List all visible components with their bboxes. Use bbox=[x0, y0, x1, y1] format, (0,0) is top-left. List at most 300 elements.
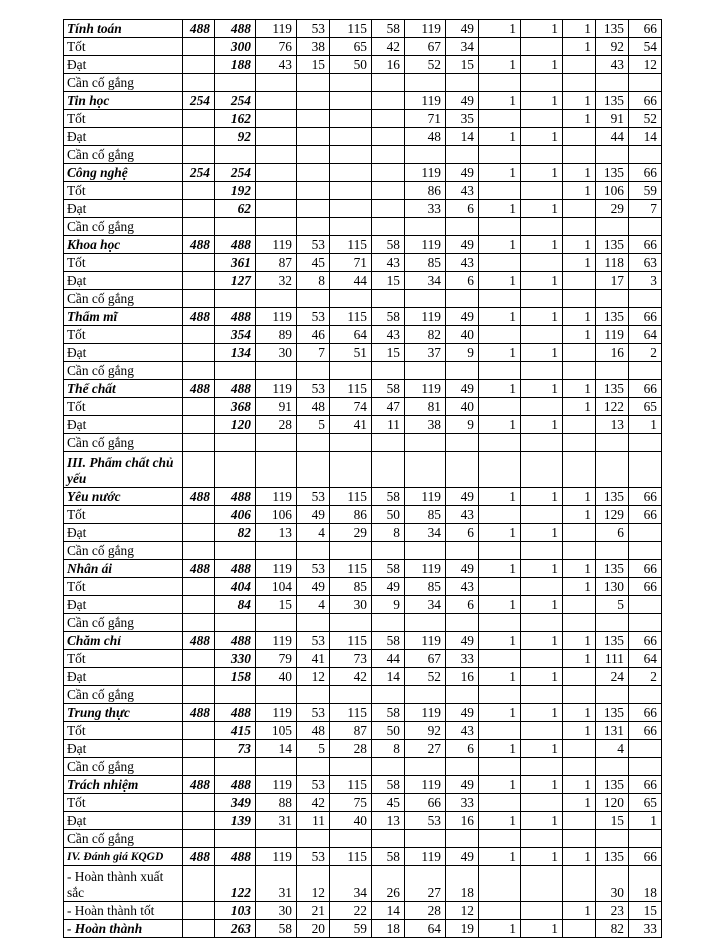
value-cell: 40 bbox=[446, 398, 479, 416]
value-cell: 66 bbox=[629, 92, 662, 110]
value-cell bbox=[215, 146, 256, 164]
value-cell: 64 bbox=[330, 326, 372, 344]
value-cell: 119 bbox=[256, 20, 297, 38]
value-cell bbox=[405, 830, 446, 848]
table-row bbox=[64, 146, 662, 164]
value-cell bbox=[215, 542, 256, 560]
table-row bbox=[64, 434, 662, 452]
value-cell bbox=[183, 110, 215, 128]
value-cell bbox=[446, 74, 479, 92]
value-cell bbox=[563, 614, 596, 632]
value-cell bbox=[563, 740, 596, 758]
value-cell: 92 bbox=[596, 38, 629, 56]
value-cell bbox=[183, 434, 215, 452]
value-cell bbox=[183, 362, 215, 380]
value-cell: 35 bbox=[446, 110, 479, 128]
value-cell bbox=[330, 614, 372, 632]
value-cell: 16 bbox=[446, 668, 479, 686]
value-cell: 488 bbox=[215, 848, 256, 866]
value-cell: 1 bbox=[563, 398, 596, 416]
table-row bbox=[64, 92, 662, 110]
table-row bbox=[64, 488, 662, 506]
value-cell: 66 bbox=[405, 794, 446, 812]
value-cell: 354 bbox=[215, 326, 256, 344]
row-label-cell: - Hoàn thành bbox=[64, 920, 183, 938]
value-cell bbox=[563, 416, 596, 434]
value-cell: 31 bbox=[256, 866, 297, 902]
row-label-cell: Tốt bbox=[64, 110, 183, 128]
value-cell: 1 bbox=[521, 524, 563, 542]
value-cell bbox=[215, 830, 256, 848]
value-cell bbox=[183, 668, 215, 686]
value-cell bbox=[479, 866, 521, 902]
value-cell: 45 bbox=[297, 254, 330, 272]
value-cell bbox=[330, 686, 372, 704]
value-cell: 13 bbox=[256, 524, 297, 542]
value-cell: 53 bbox=[297, 560, 330, 578]
value-cell bbox=[521, 326, 563, 344]
value-cell: 119 bbox=[405, 632, 446, 650]
value-cell: 43 bbox=[446, 578, 479, 596]
table-row bbox=[64, 578, 662, 596]
value-cell: 119 bbox=[256, 560, 297, 578]
value-cell: 119 bbox=[256, 308, 297, 326]
value-cell: 4 bbox=[297, 596, 330, 614]
value-cell bbox=[372, 110, 405, 128]
value-cell: 1 bbox=[479, 56, 521, 74]
value-cell: 368 bbox=[215, 398, 256, 416]
table-row bbox=[64, 290, 662, 308]
table-row bbox=[64, 182, 662, 200]
value-cell: 58 bbox=[372, 776, 405, 794]
value-cell: 27 bbox=[405, 740, 446, 758]
table-row bbox=[64, 326, 662, 344]
value-cell: 41 bbox=[330, 416, 372, 434]
value-cell bbox=[629, 434, 662, 452]
value-cell: 58 bbox=[372, 236, 405, 254]
value-cell: 91 bbox=[596, 110, 629, 128]
row-label-cell: Đạt bbox=[64, 272, 183, 290]
value-cell bbox=[629, 146, 662, 164]
value-cell bbox=[521, 542, 563, 560]
value-cell: 43 bbox=[596, 56, 629, 74]
value-cell bbox=[479, 254, 521, 272]
row-label-cell: Thẩm mĩ bbox=[64, 308, 183, 326]
value-cell bbox=[405, 758, 446, 776]
value-cell: 139 bbox=[215, 812, 256, 830]
value-cell: 49 bbox=[297, 578, 330, 596]
value-cell: 15 bbox=[629, 902, 662, 920]
value-cell bbox=[563, 362, 596, 380]
value-cell: 52 bbox=[629, 110, 662, 128]
value-cell: 38 bbox=[297, 38, 330, 56]
value-cell bbox=[479, 722, 521, 740]
value-cell: 71 bbox=[405, 110, 446, 128]
value-cell: 135 bbox=[596, 164, 629, 182]
value-cell: 14 bbox=[372, 668, 405, 686]
value-cell bbox=[256, 614, 297, 632]
value-cell: 18 bbox=[629, 866, 662, 902]
value-cell bbox=[405, 452, 446, 488]
value-cell: 8 bbox=[372, 740, 405, 758]
value-cell: 79 bbox=[256, 650, 297, 668]
value-cell: 1 bbox=[521, 560, 563, 578]
value-cell: 82 bbox=[405, 326, 446, 344]
value-cell: 2 bbox=[629, 668, 662, 686]
value-cell bbox=[183, 200, 215, 218]
value-cell bbox=[596, 146, 629, 164]
value-cell: 119 bbox=[405, 236, 446, 254]
value-cell: 22 bbox=[330, 902, 372, 920]
value-cell bbox=[297, 146, 330, 164]
value-cell: 1 bbox=[563, 380, 596, 398]
value-cell bbox=[256, 290, 297, 308]
value-cell: 1 bbox=[521, 20, 563, 38]
value-cell: 49 bbox=[446, 20, 479, 38]
value-cell: 135 bbox=[596, 560, 629, 578]
value-cell bbox=[297, 434, 330, 452]
value-cell: 361 bbox=[215, 254, 256, 272]
table-row bbox=[64, 596, 662, 614]
value-cell: 1 bbox=[479, 812, 521, 830]
row-label-cell: Đạt bbox=[64, 200, 183, 218]
value-cell: 34 bbox=[446, 38, 479, 56]
value-cell bbox=[183, 272, 215, 290]
value-cell bbox=[521, 74, 563, 92]
value-cell: 53 bbox=[297, 704, 330, 722]
value-cell: 162 bbox=[215, 110, 256, 128]
value-cell: 92 bbox=[215, 128, 256, 146]
value-cell: 1 bbox=[521, 56, 563, 74]
value-cell: 66 bbox=[629, 632, 662, 650]
value-cell: 14 bbox=[256, 740, 297, 758]
value-cell bbox=[521, 290, 563, 308]
value-cell: 404 bbox=[215, 578, 256, 596]
value-cell bbox=[479, 290, 521, 308]
value-cell: 135 bbox=[596, 92, 629, 110]
value-cell: 13 bbox=[372, 812, 405, 830]
row-label-cell: Đạt bbox=[64, 596, 183, 614]
table-row bbox=[64, 74, 662, 92]
value-cell: 43 bbox=[446, 254, 479, 272]
value-cell bbox=[479, 542, 521, 560]
value-cell: 37 bbox=[405, 344, 446, 362]
value-cell bbox=[372, 218, 405, 236]
value-cell bbox=[479, 758, 521, 776]
value-cell bbox=[330, 362, 372, 380]
value-cell: 5 bbox=[596, 596, 629, 614]
value-cell: 119 bbox=[596, 326, 629, 344]
value-cell: 1 bbox=[563, 650, 596, 668]
value-cell: 119 bbox=[405, 560, 446, 578]
table-row bbox=[64, 128, 662, 146]
value-cell: 488 bbox=[215, 308, 256, 326]
value-cell bbox=[596, 830, 629, 848]
value-cell bbox=[479, 578, 521, 596]
value-cell bbox=[372, 200, 405, 218]
value-cell: 488 bbox=[215, 632, 256, 650]
value-cell: 1 bbox=[479, 776, 521, 794]
value-cell bbox=[256, 128, 297, 146]
value-cell: 135 bbox=[596, 488, 629, 506]
value-cell bbox=[563, 866, 596, 902]
value-cell: 1 bbox=[563, 308, 596, 326]
table-row bbox=[64, 830, 662, 848]
row-label-cell: IV. Đánh giá KQGD bbox=[64, 848, 183, 866]
value-cell bbox=[446, 452, 479, 488]
value-cell bbox=[256, 758, 297, 776]
value-cell: 33 bbox=[405, 200, 446, 218]
value-cell: 254 bbox=[183, 92, 215, 110]
value-cell bbox=[479, 686, 521, 704]
value-cell: 58 bbox=[372, 488, 405, 506]
table-row bbox=[64, 740, 662, 758]
value-cell: 87 bbox=[256, 254, 297, 272]
value-cell: 38 bbox=[405, 416, 446, 434]
value-cell bbox=[330, 182, 372, 200]
value-cell bbox=[563, 272, 596, 290]
value-cell bbox=[183, 650, 215, 668]
value-cell: 53 bbox=[297, 488, 330, 506]
value-cell: 19 bbox=[446, 920, 479, 938]
value-cell: 130 bbox=[596, 578, 629, 596]
value-cell bbox=[629, 362, 662, 380]
value-cell bbox=[629, 290, 662, 308]
value-cell bbox=[256, 74, 297, 92]
row-label-cell: Tốt bbox=[64, 578, 183, 596]
value-cell bbox=[183, 722, 215, 740]
value-cell bbox=[215, 434, 256, 452]
value-cell: 488 bbox=[183, 560, 215, 578]
value-cell bbox=[563, 812, 596, 830]
statistics-table bbox=[63, 19, 662, 938]
value-cell: 87 bbox=[330, 722, 372, 740]
value-cell: 4 bbox=[596, 740, 629, 758]
value-cell bbox=[215, 362, 256, 380]
value-cell bbox=[563, 434, 596, 452]
value-cell bbox=[446, 290, 479, 308]
value-cell: 34 bbox=[330, 866, 372, 902]
value-cell: 6 bbox=[446, 272, 479, 290]
value-cell bbox=[563, 200, 596, 218]
value-cell bbox=[372, 434, 405, 452]
value-cell: 66 bbox=[629, 380, 662, 398]
row-label-cell: Đạt bbox=[64, 56, 183, 74]
value-cell bbox=[372, 74, 405, 92]
value-cell bbox=[563, 128, 596, 146]
value-cell: 66 bbox=[629, 578, 662, 596]
value-cell: 1 bbox=[479, 236, 521, 254]
row-label-cell: Trung thực bbox=[64, 704, 183, 722]
value-cell bbox=[405, 686, 446, 704]
value-cell: 49 bbox=[446, 776, 479, 794]
table-row bbox=[64, 704, 662, 722]
value-cell: 43 bbox=[256, 56, 297, 74]
window-edge-top bbox=[0, 0, 723, 8]
table-row bbox=[64, 686, 662, 704]
table-row bbox=[64, 308, 662, 326]
table-row bbox=[64, 344, 662, 362]
value-cell bbox=[215, 74, 256, 92]
value-cell bbox=[256, 146, 297, 164]
table-row bbox=[64, 362, 662, 380]
value-cell: 16 bbox=[596, 344, 629, 362]
value-cell bbox=[563, 74, 596, 92]
value-cell: 58 bbox=[372, 380, 405, 398]
value-cell bbox=[446, 758, 479, 776]
value-cell: 127 bbox=[215, 272, 256, 290]
value-cell bbox=[330, 110, 372, 128]
value-cell: 49 bbox=[446, 92, 479, 110]
value-cell bbox=[330, 164, 372, 182]
value-cell bbox=[372, 92, 405, 110]
value-cell: 53 bbox=[405, 812, 446, 830]
value-cell: 65 bbox=[629, 794, 662, 812]
value-cell: 71 bbox=[330, 254, 372, 272]
value-cell: 33 bbox=[629, 920, 662, 938]
value-cell bbox=[256, 182, 297, 200]
value-cell bbox=[629, 74, 662, 92]
value-cell bbox=[596, 74, 629, 92]
value-cell: 1 bbox=[521, 812, 563, 830]
value-cell bbox=[256, 362, 297, 380]
value-cell: 75 bbox=[330, 794, 372, 812]
value-cell: 1 bbox=[563, 326, 596, 344]
table-row bbox=[64, 416, 662, 434]
value-cell bbox=[479, 506, 521, 524]
value-cell: 1 bbox=[479, 596, 521, 614]
table-row bbox=[64, 920, 662, 938]
value-cell: 115 bbox=[330, 776, 372, 794]
value-cell bbox=[596, 758, 629, 776]
value-cell bbox=[183, 866, 215, 902]
value-cell: 31 bbox=[256, 812, 297, 830]
value-cell: 34 bbox=[405, 272, 446, 290]
value-cell bbox=[183, 812, 215, 830]
value-cell bbox=[183, 128, 215, 146]
value-cell: 52 bbox=[405, 56, 446, 74]
value-cell bbox=[256, 110, 297, 128]
value-cell bbox=[405, 74, 446, 92]
value-cell: 64 bbox=[629, 326, 662, 344]
value-cell: 91 bbox=[256, 398, 297, 416]
value-cell bbox=[330, 452, 372, 488]
value-cell bbox=[183, 254, 215, 272]
value-cell bbox=[479, 398, 521, 416]
value-cell bbox=[297, 452, 330, 488]
value-cell: 53 bbox=[297, 20, 330, 38]
row-label-cell: Tốt bbox=[64, 398, 183, 416]
value-cell: 76 bbox=[256, 38, 297, 56]
value-cell: 30 bbox=[330, 596, 372, 614]
value-cell: 66 bbox=[629, 308, 662, 326]
value-cell: 29 bbox=[330, 524, 372, 542]
value-cell: 119 bbox=[405, 308, 446, 326]
value-cell: 42 bbox=[372, 38, 405, 56]
row-label-cell: Cần cố gắng bbox=[64, 74, 183, 92]
value-cell bbox=[596, 434, 629, 452]
value-cell bbox=[183, 596, 215, 614]
value-cell bbox=[563, 686, 596, 704]
value-cell bbox=[330, 92, 372, 110]
value-cell: 85 bbox=[405, 578, 446, 596]
value-cell: 115 bbox=[330, 20, 372, 38]
row-label-cell: Tốt bbox=[64, 326, 183, 344]
value-cell: 74 bbox=[330, 398, 372, 416]
value-cell bbox=[330, 758, 372, 776]
value-cell: 9 bbox=[446, 344, 479, 362]
value-cell: 135 bbox=[596, 20, 629, 38]
value-cell bbox=[256, 452, 297, 488]
value-cell: 46 bbox=[297, 326, 330, 344]
value-cell bbox=[629, 830, 662, 848]
value-cell: 488 bbox=[183, 848, 215, 866]
value-cell bbox=[183, 344, 215, 362]
value-cell: 488 bbox=[183, 308, 215, 326]
table-row bbox=[64, 56, 662, 74]
value-cell: 1 bbox=[521, 416, 563, 434]
value-cell: 24 bbox=[596, 668, 629, 686]
value-cell: 5 bbox=[297, 740, 330, 758]
value-cell: 58 bbox=[372, 308, 405, 326]
value-cell bbox=[372, 830, 405, 848]
value-cell: 50 bbox=[372, 506, 405, 524]
value-cell: 118 bbox=[596, 254, 629, 272]
value-cell: 1 bbox=[521, 704, 563, 722]
value-cell: 92 bbox=[405, 722, 446, 740]
value-cell: 1 bbox=[521, 668, 563, 686]
table-row bbox=[64, 218, 662, 236]
value-cell bbox=[183, 686, 215, 704]
value-cell: 1 bbox=[521, 596, 563, 614]
row-label-cell: Cần cố gắng bbox=[64, 830, 183, 848]
row-label-cell: Tính toán bbox=[64, 20, 183, 38]
row-label-cell: Đạt bbox=[64, 524, 183, 542]
value-cell bbox=[405, 290, 446, 308]
value-cell bbox=[563, 146, 596, 164]
value-cell bbox=[629, 758, 662, 776]
row-label-cell: Đạt bbox=[64, 812, 183, 830]
row-label-cell: Tốt bbox=[64, 506, 183, 524]
row-label-cell: Cần cố gắng bbox=[64, 218, 183, 236]
value-cell bbox=[563, 290, 596, 308]
value-cell bbox=[521, 614, 563, 632]
value-cell bbox=[183, 542, 215, 560]
value-cell: 58 bbox=[372, 560, 405, 578]
value-cell: 23 bbox=[596, 902, 629, 920]
value-cell: 53 bbox=[297, 848, 330, 866]
value-cell: 120 bbox=[215, 416, 256, 434]
row-label-cell: Tốt bbox=[64, 38, 183, 56]
value-cell bbox=[596, 614, 629, 632]
value-cell: 1 bbox=[521, 272, 563, 290]
row-label-cell: Đạt bbox=[64, 740, 183, 758]
value-cell bbox=[330, 146, 372, 164]
value-cell: 7 bbox=[297, 344, 330, 362]
value-cell bbox=[563, 920, 596, 938]
value-cell: 135 bbox=[596, 848, 629, 866]
value-cell: 6 bbox=[446, 596, 479, 614]
value-cell bbox=[521, 758, 563, 776]
value-cell: 1 bbox=[563, 254, 596, 272]
value-cell bbox=[183, 758, 215, 776]
value-cell: 120 bbox=[596, 794, 629, 812]
value-cell: 122 bbox=[215, 866, 256, 902]
value-cell: 1 bbox=[563, 560, 596, 578]
value-cell bbox=[629, 686, 662, 704]
value-cell: 6 bbox=[446, 200, 479, 218]
value-cell: 43 bbox=[372, 326, 405, 344]
